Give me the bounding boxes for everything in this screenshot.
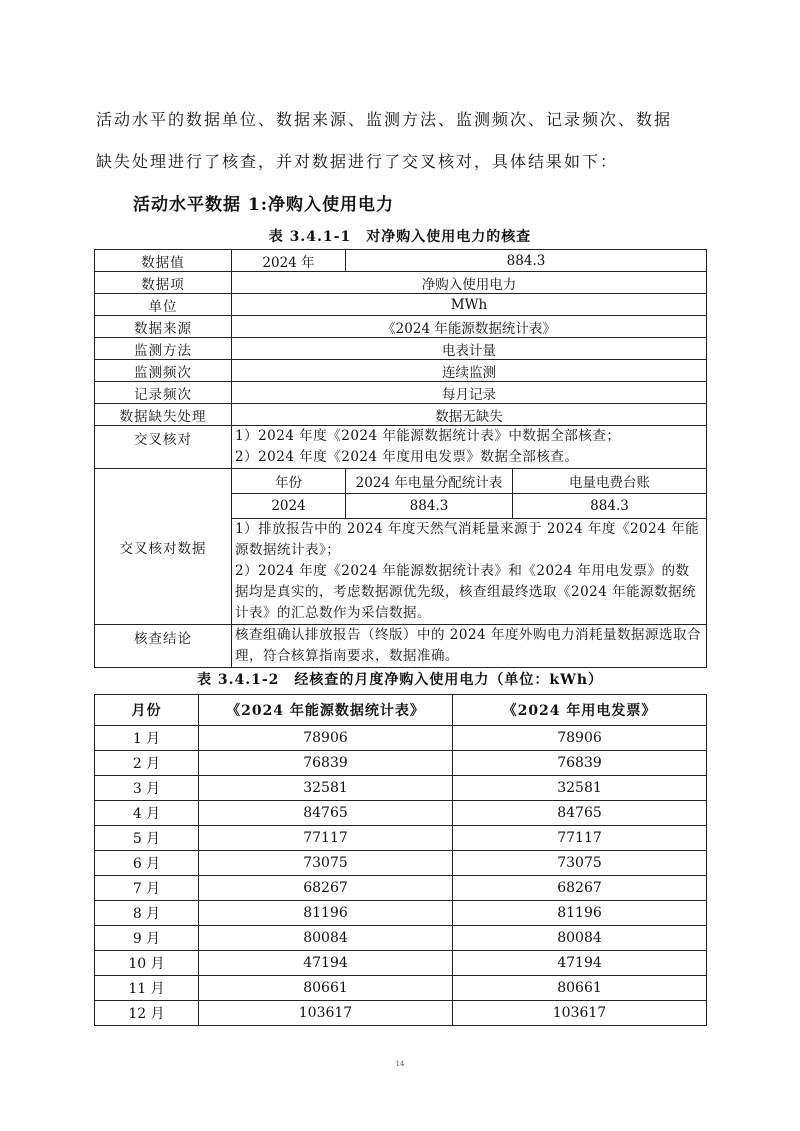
cross-data-notes: [232, 519, 707, 625]
data-item-value: 净购入使用电力: [232, 272, 707, 294]
label-monitor-method: 监测方法: [95, 338, 232, 360]
invoice-value-cell: 32581: [453, 776, 707, 801]
table-row: [95, 876, 707, 901]
month-cell: 2 月: [95, 751, 199, 776]
invoice-value-cell: 80661: [453, 976, 707, 1001]
invoice-value-cell: 47194: [453, 951, 707, 976]
table-row: [95, 776, 707, 801]
month-cell: 12 月: [95, 1001, 199, 1026]
intro-line-1: 活动水平的数据单位、数据来源、监测方法、监测频次、记录频次、数据: [96, 110, 673, 129]
row-data-value: [95, 250, 707, 272]
table-row: [95, 726, 707, 751]
month-cell: 9 月: [95, 926, 199, 951]
cross-check-line-2: 2）2024 年度《2024 年度用电发票》数据全部核查。: [235, 449, 579, 465]
stats-value-cell: 76839: [199, 751, 453, 776]
month-cell: 7 月: [95, 876, 199, 901]
row-unit: [95, 294, 707, 316]
row-conclusion: [95, 625, 707, 668]
intro-line-2: 缺失处理进行了核查，并对数据进行了交叉核对，具体结果如下：: [96, 152, 619, 171]
table-row: [95, 826, 707, 851]
month-cell: 1 月: [95, 726, 199, 751]
cross-data-note-2: 2）2024 年度《2024 年能源数据统计表》和《2024 年用电发票》的数据均是真实的，考虑数据源优先级，核查组最终选取《2024 年能源数据统计表》的汇总数作为采信数据。: [235, 563, 697, 621]
label-data-source: 数据来源: [95, 316, 232, 338]
table-header-row: [95, 695, 707, 726]
monthly-electricity-table: [94, 694, 707, 1026]
row-data-item: [95, 272, 707, 294]
invoice-value-cell: 73075: [453, 851, 707, 876]
cross-data-header-year: 年份: [232, 469, 346, 494]
cross-data-ledger: 884.3: [513, 494, 707, 519]
table1-caption: 表 3.4.1-1 对净购入使用电力的核查: [268, 229, 532, 245]
label-data-item: 数据项: [95, 272, 232, 294]
data-source-value: 《2024 年能源数据统计表》: [232, 316, 707, 338]
label-conclusion: 核查结论: [95, 625, 232, 668]
conclusion-value: 核查组确认排放报告（终版）中的 2024 年度外购电力消耗量数据源选取合理，符合核算指南要求，数据准确。: [232, 625, 707, 668]
month-cell: 4 月: [95, 801, 199, 826]
stats-value-cell: 73075: [199, 851, 453, 876]
row-cross-data-header: [95, 469, 707, 494]
row-monitor-method: [95, 338, 707, 360]
data-value: 884.3: [346, 250, 707, 272]
missing-data-value: 数据无缺失: [232, 404, 707, 426]
month-cell: 8 月: [95, 901, 199, 926]
header-month: 月份: [95, 695, 199, 726]
data-year: 2024 年: [232, 250, 346, 272]
label-data-value: 数据值: [95, 250, 232, 272]
cross-data-header-allocation: 2024 年电量分配统计表: [346, 469, 513, 494]
stats-value-cell: 77117: [199, 826, 453, 851]
table-row: [95, 926, 707, 951]
page-number: 14: [395, 1060, 405, 1068]
table-row: [95, 751, 707, 776]
record-frequency-value: 每月记录: [232, 382, 707, 404]
cross-check-value: [232, 426, 707, 469]
invoice-value-cell: 84765: [453, 801, 707, 826]
cross-data-note-1: 1）排放报告中的 2024 年度天然气消耗量来源于 2024 年度《2024 年能源数据统计表》；: [235, 521, 700, 558]
invoice-value-cell: 68267: [453, 876, 707, 901]
stats-value-cell: 32581: [199, 776, 453, 801]
label-cross-check: 交叉核对: [95, 426, 232, 469]
unit-value: MWh: [232, 294, 707, 316]
table-row: [95, 901, 707, 926]
table-row: [95, 1001, 707, 1026]
stats-value-cell: 103617: [199, 1001, 453, 1026]
label-unit: 单位: [95, 294, 232, 316]
cross-check-line-1: 1）2024 年度《2024 年能源数据统计表》中数据全部核查；: [235, 428, 621, 444]
invoice-value-cell: 76839: [453, 751, 707, 776]
table-row: [95, 801, 707, 826]
label-cross-data: 交叉核对数据: [95, 469, 232, 625]
invoice-value-cell: 81196: [453, 901, 707, 926]
table-row: [95, 951, 707, 976]
label-missing-data: 数据缺失处理: [95, 404, 232, 426]
invoice-value-cell: 78906: [453, 726, 707, 751]
header-stats: 《2024 年能源数据统计表》: [199, 695, 453, 726]
stats-value-cell: 68267: [199, 876, 453, 901]
monitor-frequency-value: 连续监测: [232, 360, 707, 382]
table-row: [95, 976, 707, 1001]
stats-value-cell: 81196: [199, 901, 453, 926]
month-cell: 10 月: [95, 951, 199, 976]
section-heading: 活动水平数据 1:净购入使用电力: [133, 195, 395, 215]
row-record-frequency: [95, 382, 707, 404]
month-cell: 5 月: [95, 826, 199, 851]
row-data-source: [95, 316, 707, 338]
invoice-value-cell: 77117: [453, 826, 707, 851]
month-cell: 6 月: [95, 851, 199, 876]
stats-value-cell: 80661: [199, 976, 453, 1001]
verification-table: [94, 249, 707, 668]
row-missing-data: [95, 404, 707, 426]
table-row: [95, 851, 707, 876]
cross-data-allocation: 884.3: [346, 494, 513, 519]
table-body: [95, 726, 707, 1026]
invoice-value-cell: 80084: [453, 926, 707, 951]
row-monitor-frequency: [95, 360, 707, 382]
header-invoice: 《2024 年用电发票》: [453, 695, 707, 726]
stats-value-cell: 84765: [199, 801, 453, 826]
row-cross-check: [95, 426, 707, 469]
monitor-method-value: 电表计量: [232, 338, 707, 360]
invoice-value-cell: 103617: [453, 1001, 707, 1026]
label-monitor-frequency: 监测频次: [95, 360, 232, 382]
month-cell: 11 月: [95, 976, 199, 1001]
table2-caption: 表 3.4.1-2 经核查的月度净购入使用电力（单位：kWh）: [197, 672, 603, 688]
stats-value-cell: 78906: [199, 726, 453, 751]
month-cell: 3 月: [95, 776, 199, 801]
label-record-frequency: 记录频次: [95, 382, 232, 404]
stats-value-cell: 80084: [199, 926, 453, 951]
cross-data-header-ledger: 电量电费台账: [513, 469, 707, 494]
cross-data-year: 2024: [232, 494, 346, 519]
stats-value-cell: 47194: [199, 951, 453, 976]
